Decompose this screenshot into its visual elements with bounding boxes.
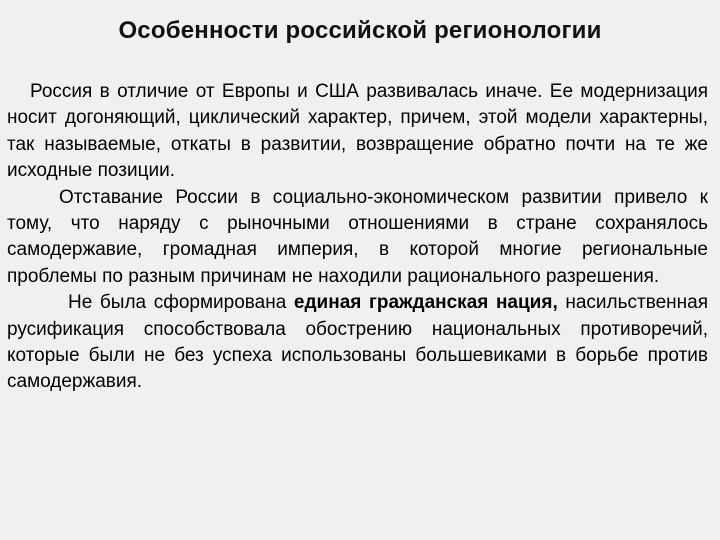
slide-title: Особенности российской регионологии xyxy=(118,17,602,44)
paragraph-modernization: Россия в отличие от Европы и США развивалась иначе. Ее модернизация носит догоняющий, циклический характер, причем, этой модели характерны, так называемые, откаты в развитии, возвращение обратно почти на те же исходные позиции. xyxy=(7,81,708,182)
nation-text-before: Не была сформирована xyxy=(68,292,294,314)
nation-text-after: насильственная русификация способствовала обострению национальных противоречий, которые были не без успеха использованы большевиками в борьбе против самодержавия. xyxy=(7,292,708,393)
slide-body xyxy=(7,79,708,396)
paragraph-backwardness: Отставание России в социально-экономическом развитии привело к тому, что наряду с рыночными отношениями в стране сохранялось самодержавие, громадная империя, в которой многие региональные проблемы по разным причинам не находили рационального разрешения. xyxy=(7,186,708,287)
nation-text-bold: единая гражданская нация, xyxy=(293,292,558,314)
paragraph-nation xyxy=(7,290,708,396)
